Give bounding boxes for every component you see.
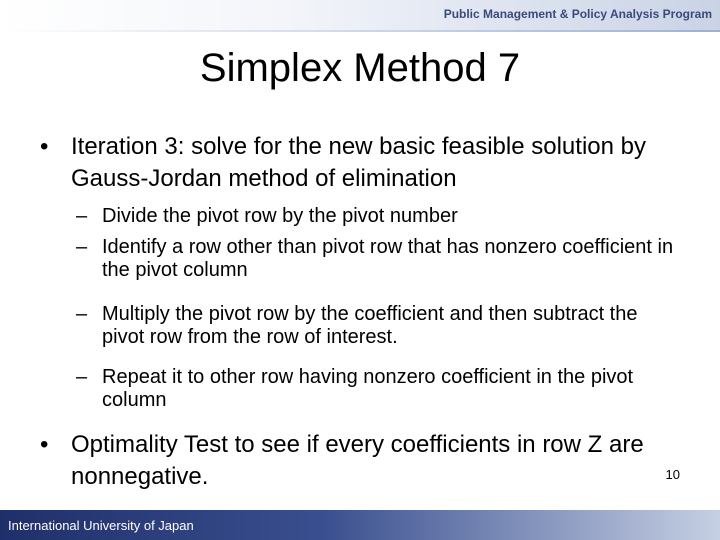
bullet-item: [40, 429, 680, 493]
sub-bullet-marker: –: [76, 303, 88, 325]
program-name: Public Management & Policy Analysis Program: [443, 7, 712, 21]
bullet-text: Optimality Test to see if every coefficients in row Z are nonnegative.: [71, 431, 644, 490]
bullet-text: Iteration 3: solve for the new basic feasible solution by Gauss-Jordan method of elimination: [71, 133, 646, 192]
bullet-marker: •: [40, 133, 49, 160]
sub-bullet-item: [76, 205, 676, 228]
sub-bullet-marker: –: [76, 205, 88, 227]
footer-band: [0, 510, 720, 540]
sub-bullet-item: [76, 366, 676, 412]
sub-bullet-text: Divide the pivot row by the pivot number: [102, 205, 458, 227]
sub-bullet-text: Identify a row other than pivot row that has nonzero coefficient in the pivot column: [102, 236, 674, 281]
sub-bullet-marker: –: [76, 366, 88, 388]
page-number: 10: [665, 467, 680, 482]
bullet-item: [40, 131, 680, 195]
institution-name: International University of Japan: [8, 518, 194, 533]
sub-bullet-marker: –: [76, 236, 88, 258]
sub-bullet-text: Repeat it to other row having nonzero coefficient in the pivot column: [102, 366, 634, 411]
sub-bullet-text: Multiply the pivot row by the coefficient and then subtract the pivot row from the row of interest.: [102, 303, 638, 348]
sub-bullet-item: [76, 303, 676, 349]
bullet-marker: •: [40, 431, 49, 458]
slide-title: Simplex Method 7: [199, 46, 521, 90]
sub-bullet-item: [76, 236, 676, 282]
